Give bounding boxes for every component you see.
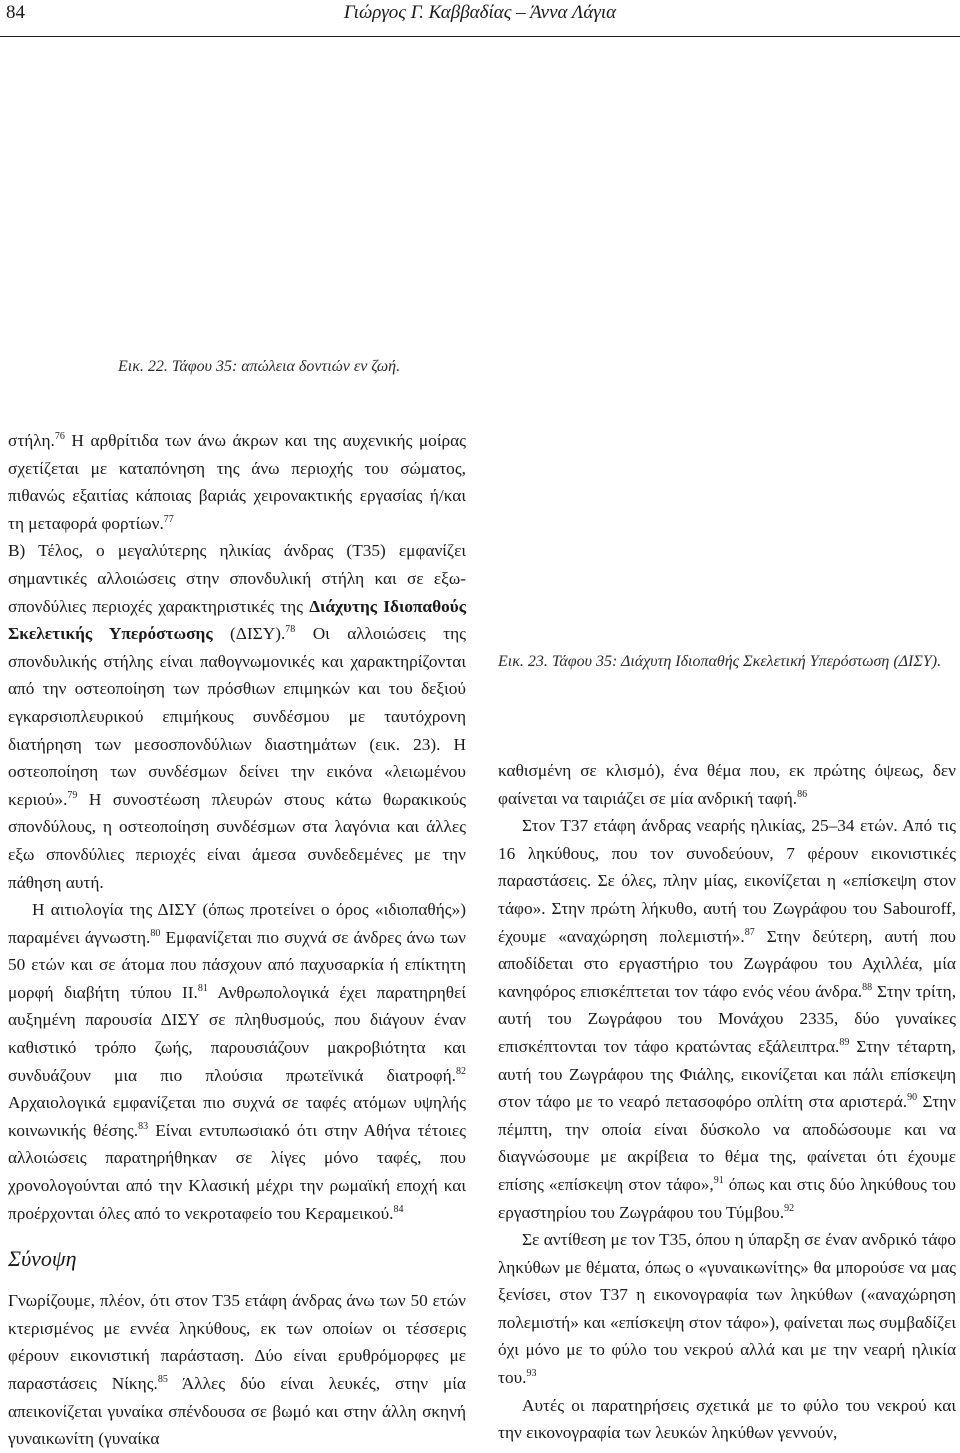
- footnote-ref[interactable]: 86: [797, 788, 808, 800]
- footnote-ref[interactable]: 88: [862, 981, 873, 993]
- right-column: [498, 757, 956, 1447]
- footnote-ref[interactable]: 78: [285, 624, 296, 636]
- footnote-ref[interactable]: 91: [713, 1175, 724, 1187]
- footnote-ref[interactable]: 92: [784, 1202, 795, 1214]
- paragraph: καθισμένη σε κλισμό), ένα θέμα που, εκ πρώτης όψεως, δεν φαίνεται να ταιριάζει σε μία ανδρική ταφή.$^{86}$: [498, 761, 956, 808]
- paragraph: Στον Τ37 ετάφη άνδρας νεαρής ηλικίας, 25–34 ετών. Από τις 16 ληκύθους, που τον συνοδεύουν, 7 φέρουν εικονιστικές παραστάσεις. Σε όλες, πλην μίας, εικονίζεται η «επίσκεψη στον τάφο». Στην πρώτη λήκυθο, αυτή του Ζωγράφου του Sabouroff, έχουμε «αναχώρηση πολεμιστή».$^{87}$ Στην δεύτερη, αυτή που αποδίδεται στο εργαστήριο του Ζωγράφου του Αχιλλέα, μία κανηφόρος επισκέπτεται τον τάφο ενός νέου άνδρα.$^{88}$ Στην τρίτη, αυτή του Ζωγράφου του Μονάχου 2335, δύο γυναίκες επισκέπτονται τον τάφο κρατώντας εξάλειπτρα.$^{89}$ Στην τέταρτη, αυτή του Ζωγράφου της Φιάλης, εικονίζεται και πάλι επίσκεψη στον τάφο με το νεαρό πετασοφόρο οπλίτη στα αριστερά.$^{90}$ Στην πέμπτη, την οποία είναι δύσκολο να αποδώσουμε και να διαγνώσουμε με ακρίβεια το θέμα της, φαίνεται ότι έχουμε επίσης «επίσκεψη στον τάφο»,$^{91}$ όπως και στις δύο ληκύθους του εργαστηρίου του Ζωγράφου του Τύμβου.$^{92}$: [498, 816, 957, 1222]
- footnote-ref[interactable]: 89: [839, 1037, 850, 1049]
- paragraph: στήλη.$^{76}$ Η αρθρίτιδα των άνω άκρων και της αυχενικής μοίρας σχετίζεται με καταπόνηση της άνω περιοχής του σώματος, πιθανώς εξαιτίας κάποιας βαριάς χειρονακτικής εργασίας ή/και τη μεταφορά φορτίων.$^{77}$: [8, 431, 466, 533]
- footnote-ref[interactable]: 79: [67, 789, 78, 801]
- footnote-ref[interactable]: 90: [907, 1092, 918, 1104]
- section-heading: Σύνοψη: [8, 1246, 77, 1272]
- footnote-ref[interactable]: 93: [526, 1368, 537, 1380]
- paragraph: Γνωρίζουμε, πλέον, ότι στον Τ35 ετάφη άνδρας άνω των 50 ετών κτερισμένος με εννέα ληκύθους, εκ των οποίων οι τέσσερις φέρουν εικονιστική παράσταση. Δύο είναι ερυθρόμορφες με παραστάσεις Νίκης.$^{85}$ Άλλες δύο είναι λευκές, στην μία απεικονίζεται γυναίκα σπένδουσα σε βωμό και στην άλλη σκηνή γυναικωνίτη (γυναίκα: [8, 1291, 466, 1449]
- footnote-ref[interactable]: 81: [197, 983, 208, 995]
- footnote-ref[interactable]: 82: [456, 1065, 466, 1077]
- footnote-ref[interactable]: 80: [150, 927, 161, 939]
- running-title: Γιώργος Γ. Καββαδίας – Άννα Λάγια: [343, 2, 617, 23]
- figure-22-caption: Εικ. 22. Τάφου 35: απώλεια δοντιών εν ζωή.: [118, 358, 401, 375]
- footnote-ref[interactable]: 84: [393, 1203, 404, 1215]
- page-header: [0, 0, 960, 36]
- footnote-ref[interactable]: 87: [744, 926, 755, 938]
- footnote-ref[interactable]: 77: [163, 514, 174, 526]
- bold-term: Διάχυτης Ιδιοπαθούς Σκελετικής Υπερόστωσης: [8, 596, 466, 644]
- header-rule: [0, 36, 960, 37]
- paragraph: Σε αντίθεση με τον Τ35, όπου η ύπαρξη σε έναν ανδρικό τάφο ληκύθων με θέματα, όπως ο «γυναικωνίτης» θα μπορούσε να μας ξενίσει, στον Τ37 η εικονογραφία των ληκύθων («αναχώρηση πολεμιστή» και «επίσκεψη στον τάφο»), φαίνεται πως συμβαδίζει όχι μόνο με το φύλο του νεκρού αλλά και με την νεαρή ηλικία του.$^{93}$: [498, 1230, 956, 1388]
- paragraph: Η αιτιολογία της ΔΙΣΥ (όπως προτείνει ο όρος «ιδιοπαθής») παραμένει άγνωστη.$^{80}$ Εμφανίζεται πιο συχνά σε άνδρες άνω των 50 ετών και σε άτομα που πάσχουν από παχυσαρκία ή επίκτητη μορφή διαβήτη τύπου ΙΙ.$^{81}$ Ανθρωπολογικά έχει παρατηρηθεί αυξημένη παρουσία ΔΙΣΥ σε πληθυσμούς, που διάγουν έναν καθιστικό τρόπο ζωής, παρουσιάζουν μακροβιότητα και συνδυάζουν μια πιο πλούσια πρωτεϊνικά διατροφή.$^{82}$ Αρχαιολογικά εμφανίζεται πιο συχνά σε ταφές ατόμων υψηλής κοινωνικής θέσης.$^{83}$ Είναι εντυπωσιακό ότι στην Αθήνα τέτοιες αλλοιώσεις παρατηρήθηκαν σε λίγες μόνο ταφές, που χρονολογούνται από την Κλασική μέχρι την ρωμαϊκή εποχή και προέρχονται όλες από το νεκροταφείο του Κεραμεικού.$^{84}$: [8, 900, 466, 1223]
- footnote-ref[interactable]: 85: [157, 1374, 168, 1386]
- paragraph: Β) Τέλος, ο μεγαλύτερης ηλικίας άνδρας (Τ35) εμφανίζει σημαντικές αλλοιώσεις στην σπονδυλική στήλη και σε εξω-σπονδύλιες περιοχές χαρακτηριστικές της Διάχυτης Ιδιοπαθούς Σκελετικής Υπερόστωσης (ΔΙΣΥ).$^{78}$ Οι αλλοιώσεις της σπονδυλικής στήλης είναι παθογνωμονικές και χαρακτηρίζονται από την οστεοποίηση των πρόσθιων επιμηκών και του δεξιού εγκαρσιοπλευρικού επιμήκους συνδέσμου με ταυτόχρονη διατήρηση των μεσοσπονδύλιων διαστημάτων (εικ. 23). Η οστεοποίηση των συνδέσμων δείνει την εικόνα «λειωμένου κεριού».$^{79}$ Η συνοστέωση πλευρών στους κάτω θωρακικούς σπονδύλους, η οστεοποίηση συνδέσμων στα λαγόνια και άλλες εξω σπονδύλιες περιοχές είναι άμεσα συνδεδεμένες με την πάθηση αυτή.: [8, 541, 466, 892]
- left-column: [8, 427, 466, 1453]
- page-number: 84: [6, 2, 25, 23]
- footnote-ref[interactable]: 76: [54, 431, 65, 443]
- paragraph: Αυτές οι παρατηρήσεις σχετικά με το φύλο του νεκρού και την εικονογραφία των λευκών ληκύθων γεννούν,: [498, 1395, 956, 1443]
- footnote-ref[interactable]: 83: [138, 1121, 149, 1133]
- figure-23-caption: Εικ. 23. Τάφου 35: Διάχυτη Ιδιοπαθής Σκελετική Υπερόστωση (ΔΙΣΥ).: [498, 653, 942, 670]
